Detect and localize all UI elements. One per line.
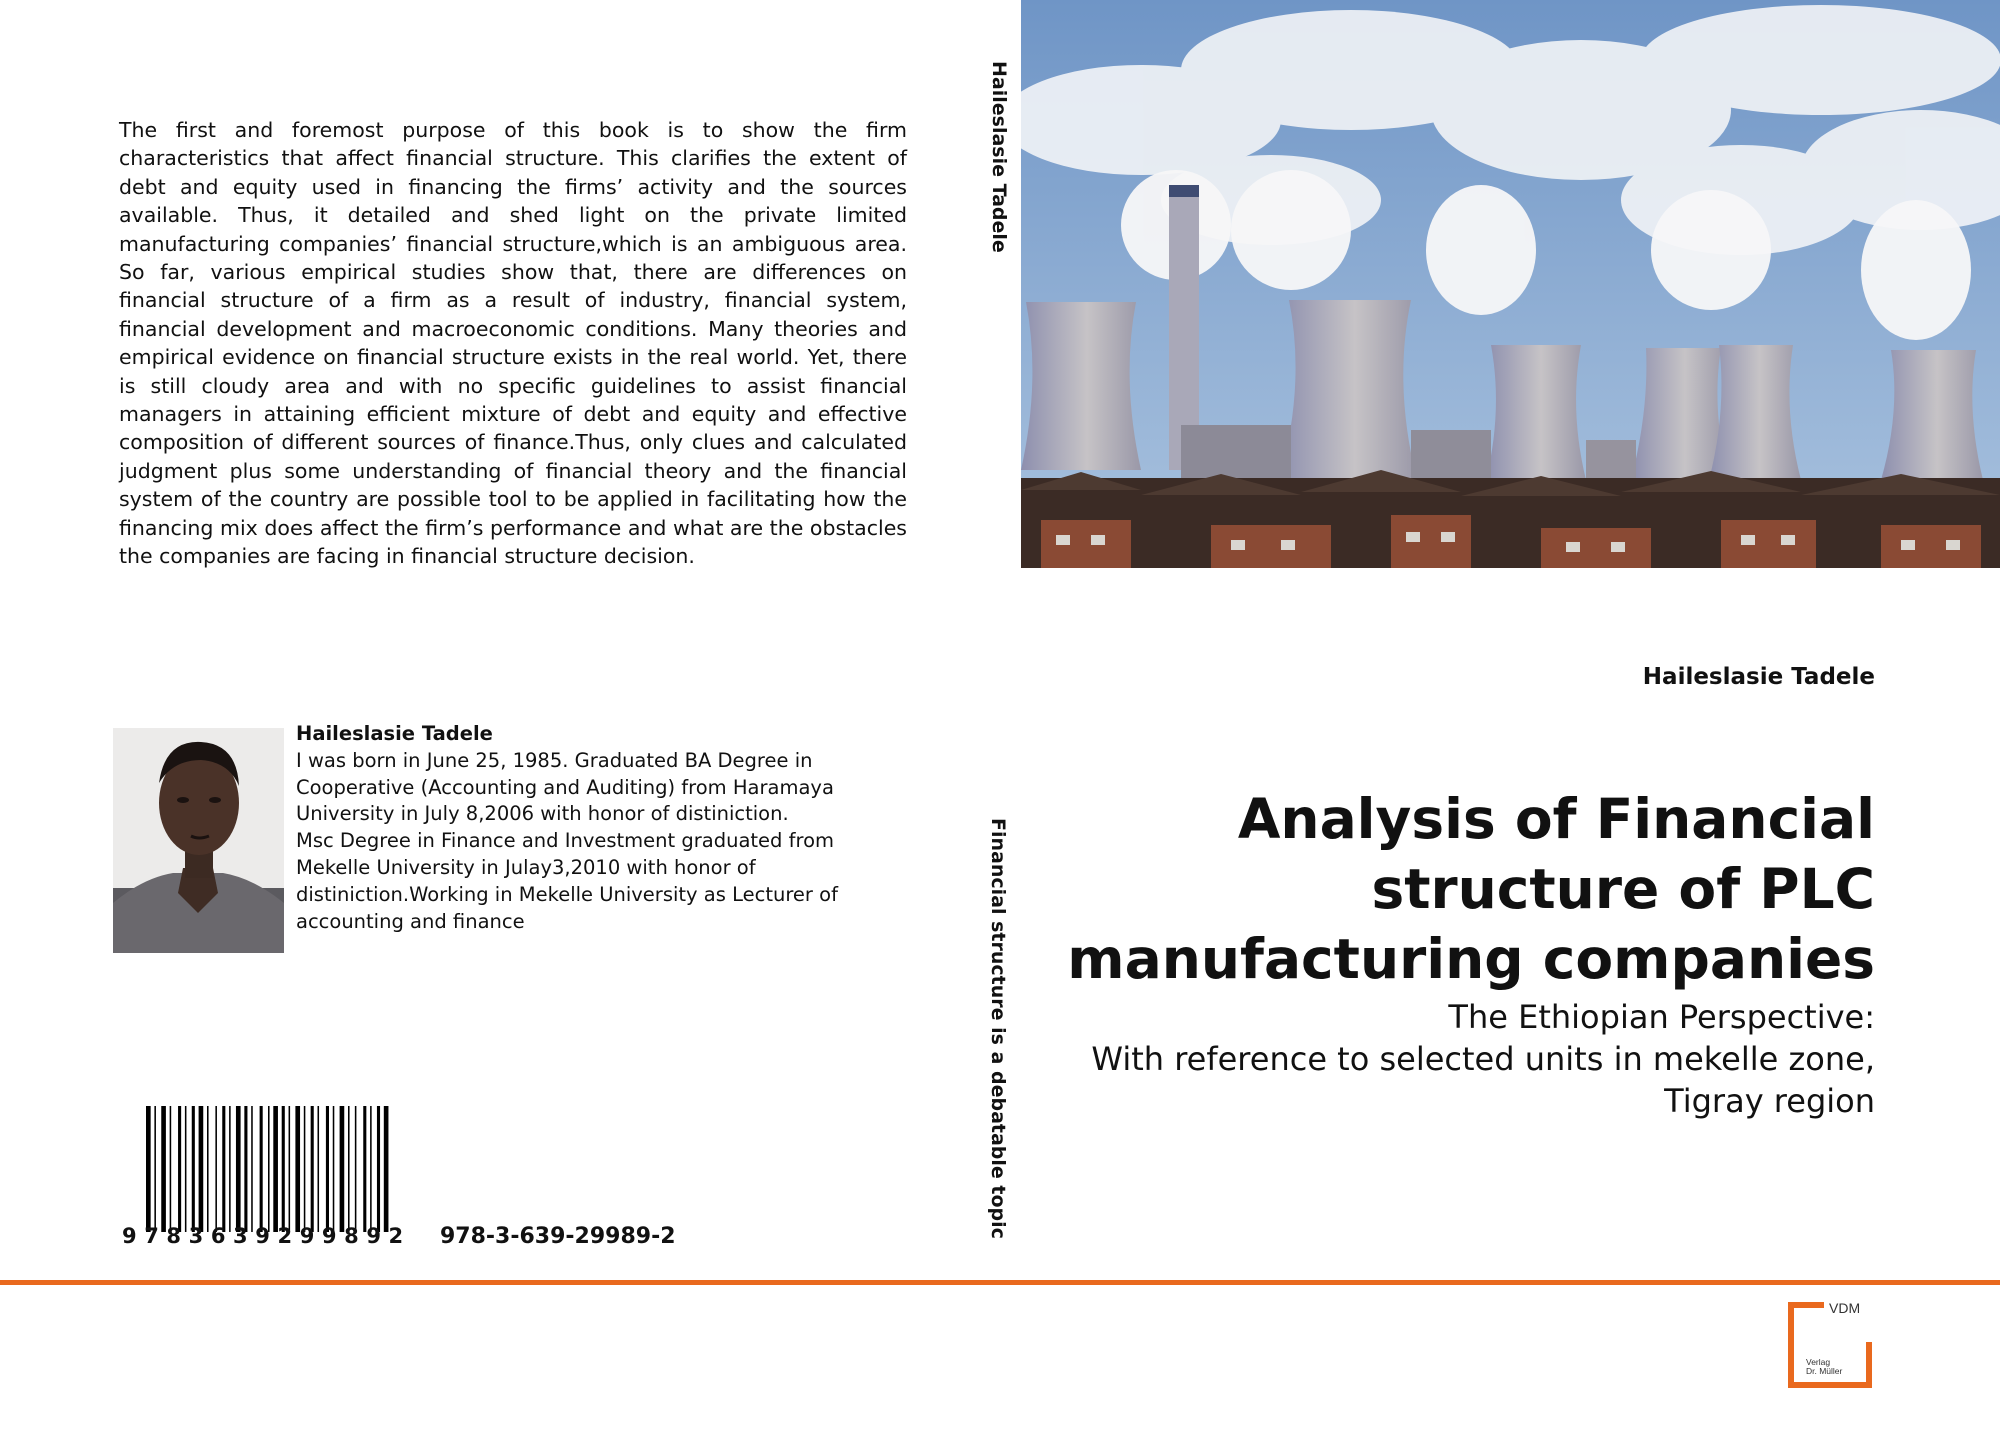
barcode-bar	[146, 1106, 151, 1232]
barcode-bar	[178, 1106, 181, 1232]
author-photo	[113, 728, 284, 953]
barcode-bar	[370, 1106, 372, 1232]
barcode-bar	[326, 1106, 329, 1232]
author-bio-line: University in July 8,2006 with honor of distiniction.	[296, 802, 789, 826]
book-title	[975, 784, 1875, 994]
barcode-bar	[377, 1106, 380, 1232]
barcode-bar	[384, 1106, 389, 1232]
barcode-bar	[207, 1106, 209, 1232]
barcode-bar	[244, 1106, 247, 1232]
isbn-number: 978-3-639-29989-2	[440, 1224, 676, 1249]
author-bio	[296, 721, 876, 935]
barcode-bar	[311, 1106, 314, 1232]
barcode-bar	[170, 1106, 172, 1232]
barcode-bar	[340, 1106, 345, 1232]
book-title-line: structure of PLC	[1371, 857, 1875, 921]
publisher-logo	[1784, 1298, 1876, 1392]
barcode-bar	[236, 1106, 241, 1232]
barcode-bar	[251, 1106, 253, 1232]
book-title-line: Analysis of Financial	[1237, 787, 1875, 851]
author-bio-line: Cooperative (Accounting and Auditing) from Haramaya	[296, 775, 834, 799]
barcode-bar	[229, 1106, 231, 1232]
barcode-bar	[154, 1106, 156, 1232]
book-subtitle-line: With reference to selected units in mekelle zone,	[1091, 1040, 1875, 1078]
barcode-bar	[161, 1106, 166, 1232]
author-bio-line: Msc Degree in Finance and Investment graduated from	[296, 829, 835, 853]
barcode-digits: 9783639299892	[122, 1224, 411, 1248]
barcode-bar	[215, 1106, 217, 1232]
book-subtitle-line: Tigray region	[1664, 1082, 1875, 1120]
barcode-bar	[260, 1106, 263, 1232]
front-cover-author: Haileslasie Tadele	[1642, 664, 1875, 690]
cover-image-power-plant	[1021, 0, 2000, 568]
author-bio-name: Haileslasie Tadele	[296, 722, 493, 745]
book-subtitle-line: The Ethiopian Perspective:	[1448, 998, 1875, 1036]
author-bio-line: Mekelle University in Julay3,2010 with honor of	[296, 855, 756, 879]
barcode-bar	[363, 1106, 366, 1232]
barcode-bar	[333, 1106, 335, 1232]
orange-divider-rule	[0, 1280, 2000, 1285]
spine-author: Haileslasie Tadele	[988, 61, 1010, 253]
barcode-bar	[185, 1106, 187, 1232]
author-bio-line: I was born in June 25, 1985. Graduated BA Degree in	[296, 748, 813, 772]
barcode-bar	[348, 1106, 350, 1232]
barcode-bar	[199, 1106, 204, 1232]
barcode-bar	[289, 1106, 291, 1232]
barcode-bar	[222, 1106, 225, 1232]
barcode-bar	[273, 1106, 278, 1232]
barcode-bar	[192, 1106, 195, 1232]
barcode-bar	[304, 1106, 306, 1232]
publisher-sub-line: Verlag	[1806, 1357, 1831, 1367]
barcode-bar	[355, 1106, 357, 1232]
publisher-name: VDM	[1829, 1300, 1861, 1316]
publisher-sub-line: Dr. Müller	[1806, 1366, 1843, 1376]
author-bio-line: accounting and finance	[296, 909, 525, 933]
barcode-bar	[282, 1106, 285, 1232]
barcode-bar	[295, 1106, 300, 1232]
back-cover-blurb: The first and foremost purpose of this book is to show the firm characteristics that affect financial structure. This clarifies the extent of debt and equity used in financing the firms’ activity and the sources available. Thus, it detailed and shed light on the private limited manufacturing companies’ financial structure,which is an ambiguous area. So far, various empirical studies show that, there are differences on financial structure of a firm as a result of industry, financial system, financial development and macroeconomic conditions. Many theories and empirical evidence on financial structure exists in the real world. Yet, there is still cloudy area and with no specific guidelines to assist financial managers in attaining efficient mixture of debt and equity and effective composition of different sources of finance.Thus, only clues and calculated judgment plus some understanding of financial theory and the financial system of the country are possible tool to be applied in facilitating how the financing mix does affect the firm’s performance and what are the obstacles the companies are facing in financial structure decision.	[119, 118, 907, 569]
author-bio-line: distiniction.Working in Mekelle University as Lecturer of	[296, 882, 838, 906]
barcode-bar	[318, 1106, 320, 1232]
barcode-bar	[268, 1106, 270, 1232]
book-title-line: manufacturing companies	[1067, 927, 1875, 991]
barcode	[146, 1106, 410, 1232]
book-subtitle	[975, 996, 1875, 1122]
spine-title: Financial structure is a debatable topic	[987, 818, 1009, 1239]
